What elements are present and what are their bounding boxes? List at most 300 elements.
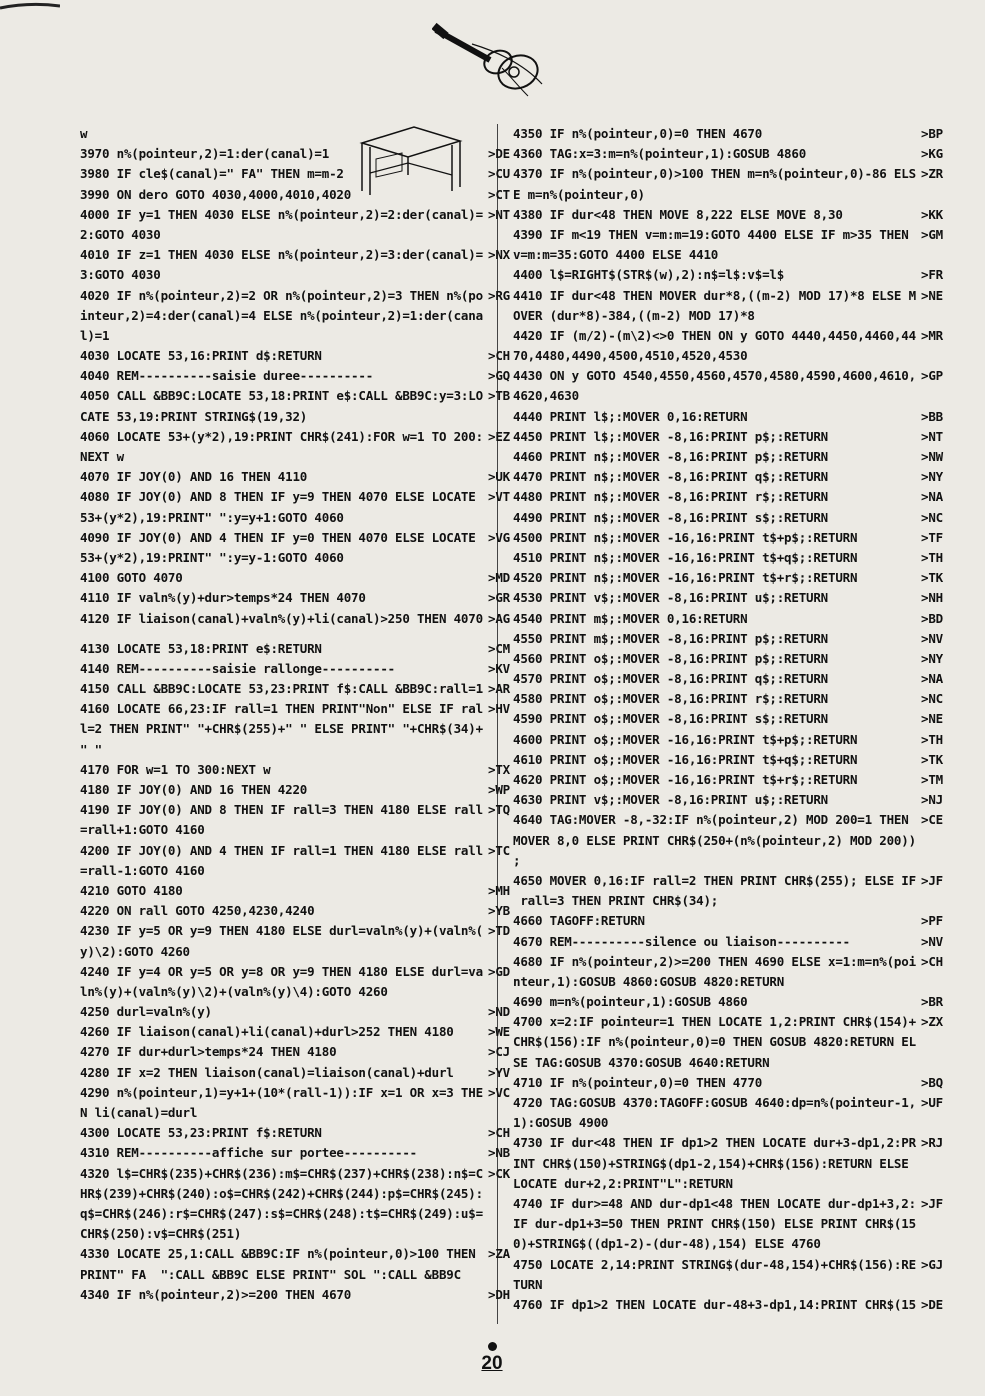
code-text: ln%(y)+(valn%(y)\2)+(valn%(y)\4):GOTO 4260 bbox=[80, 983, 388, 999]
code-line bbox=[80, 982, 532, 1002]
code-text: 4470 PRINT n$;:MOVER -8,16:PRINT q$;:RETURN bbox=[513, 469, 829, 485]
code-text: 4440 PRINT l$;:MOVER 0,16:RETURN bbox=[513, 408, 748, 424]
checksum: >BQ bbox=[921, 1074, 943, 1090]
code-text: CHR$(250):v$=CHR$(251) bbox=[80, 1226, 242, 1242]
code-text: 4620 PRINT o$;:MOVER -16,16:PRINT t$+r$;:RETURN bbox=[513, 772, 858, 787]
code-text: 3990 ON dero GOTO 4030,4000,4010,4020 bbox=[80, 186, 352, 202]
code-line bbox=[80, 1204, 532, 1224]
code-line bbox=[513, 790, 965, 810]
code-text: 4700 x=2:IF pointeur=1 THEN LOCATE 1,2:PRINT CHR$(154)+ bbox=[513, 1014, 916, 1030]
code-line bbox=[80, 447, 532, 467]
checksum: >ZX bbox=[921, 1014, 943, 1030]
code-line bbox=[80, 205, 532, 225]
checksum: >NJ bbox=[921, 792, 943, 808]
code-line bbox=[513, 1012, 965, 1032]
checksum: >FR bbox=[921, 267, 943, 283]
code-text: 4210 GOTO 4180 bbox=[80, 882, 183, 898]
checksum: >TC bbox=[488, 842, 510, 858]
code-line bbox=[513, 871, 965, 891]
code-text: 4360 TAG:x=3:m=n%(pointeur,1):GOSUB 4860 bbox=[513, 146, 807, 162]
code-line bbox=[80, 407, 532, 427]
code-text: y)\2):GOTO 4260 bbox=[80, 943, 190, 959]
checksum: >NH bbox=[921, 590, 943, 606]
code-line bbox=[80, 1123, 532, 1143]
code-line bbox=[80, 1244, 532, 1264]
code-text: PRINT" FA ":CALL &BB9C ELSE PRINT" SOL ":CALL &BB9C bbox=[80, 1266, 461, 1282]
checksum: >NY bbox=[921, 650, 943, 666]
checksum: >TK bbox=[921, 570, 943, 586]
checksum: >UK bbox=[488, 469, 510, 485]
code-line bbox=[80, 861, 532, 881]
code-line bbox=[513, 225, 965, 245]
checksum: >AG bbox=[488, 610, 510, 626]
checksum: >NT bbox=[488, 206, 510, 222]
checksum: >PF bbox=[921, 913, 943, 929]
code-line bbox=[80, 1285, 532, 1305]
code-text: 4390 IF m<19 THEN v=m:m=19:GOTO 4400 ELSE IF m>35 THEN bbox=[513, 226, 909, 242]
checksum: >GR bbox=[488, 590, 510, 606]
code-text: 4610 PRINT o$;:MOVER -16,16:PRINT t$+q$;:RETURN bbox=[513, 751, 858, 767]
code-text: 4420 IF (m/2)-(m\2)<>0 THEN ON y GOTO 4440,4450,4460,44 bbox=[513, 327, 916, 343]
code-line bbox=[513, 952, 965, 972]
code-line bbox=[513, 447, 965, 467]
code-text: 4300 LOCATE 53,23:PRINT f$:RETURN bbox=[80, 1125, 322, 1141]
code-line bbox=[513, 1032, 965, 1052]
code-text: 4720 TAG:GOSUB 4370:TAGOFF:GOSUB 4640:dp=n%(pointeur-1, bbox=[513, 1095, 916, 1110]
code-text: 1):GOSUB 4900 bbox=[513, 1115, 609, 1131]
code-text: 4740 IF dur>=48 AND dur-dp1<48 THEN LOCATE dur-dp1+3,2: bbox=[513, 1195, 916, 1211]
code-line bbox=[80, 780, 532, 800]
checksum: >TM bbox=[921, 772, 943, 787]
checksum: >AR bbox=[488, 681, 510, 697]
checksum: >VC bbox=[488, 1084, 510, 1100]
checksum: >JF bbox=[921, 872, 943, 888]
code-text: 4170 FOR w=1 TO 300:NEXT w bbox=[80, 761, 271, 777]
code-line bbox=[513, 669, 965, 689]
checksum: >NE bbox=[921, 287, 943, 303]
code-text: CATE 53,19:PRINT STRING$(19,32) bbox=[80, 408, 308, 424]
checksum: >NE bbox=[921, 711, 943, 727]
code-line bbox=[513, 346, 965, 366]
checksum: >DE bbox=[488, 146, 510, 162]
code-line bbox=[513, 265, 965, 285]
checksum: >NC bbox=[921, 691, 943, 707]
checksum: >NV bbox=[921, 933, 943, 949]
code-text: 4530 PRINT v$;:MOVER -8,16:PRINT u$;:RETURN bbox=[513, 590, 829, 606]
code-line bbox=[513, 911, 965, 931]
checksum: >CE bbox=[921, 812, 943, 828]
code-text: v=m:m=35:GOTO 4400 ELSE 4410 bbox=[513, 247, 719, 263]
code-text: 4070 IF JOY(0) AND 16 THEN 4110 bbox=[80, 469, 308, 485]
checksum: >NX bbox=[488, 247, 510, 263]
checksum: >TH bbox=[921, 731, 943, 747]
code-line bbox=[80, 124, 532, 144]
checksum: >YB bbox=[488, 903, 510, 919]
code-text: 4110 IF valn%(y)+dur>temps*24 THEN 4070 bbox=[80, 590, 366, 606]
code-line bbox=[80, 1224, 532, 1244]
checksum: >TD bbox=[488, 923, 510, 939]
code-line bbox=[513, 386, 965, 406]
code-line bbox=[513, 487, 965, 507]
checksum: >DE bbox=[921, 1296, 943, 1312]
checksum: >CJ bbox=[488, 1044, 510, 1060]
code-line bbox=[80, 760, 532, 780]
code-text: =rall+1:GOTO 4160 bbox=[80, 822, 205, 838]
code-text: rall=3 THEN PRINT CHR$(34); bbox=[513, 893, 719, 909]
code-text: inteur,2)=4:der(canal)=4 ELSE n%(pointeur,2)=1:der(cana bbox=[80, 307, 483, 323]
code-line bbox=[513, 709, 965, 729]
code-line bbox=[80, 487, 532, 507]
checksum: >JF bbox=[921, 1195, 943, 1211]
code-text: 4730 IF dur<48 THEN IF dp1>2 THEN LOCATE dur+3-dp1,2:PR bbox=[513, 1135, 916, 1151]
checksum: >UF bbox=[921, 1095, 943, 1110]
checksum: >TB bbox=[488, 388, 510, 404]
checksum: >RJ bbox=[921, 1135, 943, 1151]
code-text: 3980 IF cle$(canal)=" FA" THEN m=m-2 bbox=[80, 166, 344, 182]
checksum: >ZR bbox=[921, 166, 943, 182]
code-text: 4230 IF y=5 OR y=9 THEN 4180 ELSE durl=valn%(y)+(valn%( bbox=[80, 923, 483, 939]
code-line bbox=[513, 588, 965, 608]
code-text: 4580 PRINT o$;:MOVER -8,16:PRINT r$;:RETURN bbox=[513, 691, 829, 707]
checksum: >WP bbox=[488, 782, 510, 797]
code-text: 4080 IF JOY(0) AND 8 THEN IF y=9 THEN 4070 ELSE LOCATE bbox=[80, 489, 476, 505]
checksum: >TH bbox=[921, 549, 943, 565]
code-line bbox=[513, 730, 965, 750]
code-line bbox=[513, 326, 965, 346]
code-text: 4040 REM----------saisie duree---------- bbox=[80, 368, 374, 384]
code-text: 4570 PRINT o$;:MOVER -8,16:PRINT q$;:RETURN bbox=[513, 671, 829, 687]
code-line bbox=[80, 639, 532, 659]
code-text: 4010 IF z=1 THEN 4030 ELSE n%(pointeur,2)=3:der(canal)= bbox=[80, 247, 483, 263]
code-line bbox=[513, 1295, 965, 1315]
checksum: >VG bbox=[488, 529, 510, 545]
checksum: >NV bbox=[921, 630, 943, 646]
checksum: >CK bbox=[488, 1165, 510, 1181]
code-line bbox=[513, 1093, 965, 1113]
code-line bbox=[513, 609, 965, 629]
code-line bbox=[513, 568, 965, 588]
code-line bbox=[513, 932, 965, 952]
checksum: >NY bbox=[921, 469, 943, 485]
code-line bbox=[80, 144, 532, 164]
code-text: 4160 LOCATE 66,23:IF rall=1 THEN PRINT"Non" ELSE IF ral bbox=[80, 701, 483, 717]
code-text: E m=n%(pointeur,0) bbox=[513, 186, 645, 202]
code-text: INT CHR$(150)+STRING$(dp1-2,154)+CHR$(156):RETURN ELSE bbox=[513, 1155, 909, 1171]
code-line bbox=[80, 286, 532, 306]
code-line bbox=[80, 820, 532, 840]
code-text: 4050 CALL &BB9C:LOCATE 53,18:PRINT e$:CALL &BB9C:y=3:LO bbox=[80, 388, 483, 404]
code-line bbox=[80, 386, 532, 406]
code-line bbox=[513, 972, 965, 992]
code-line bbox=[80, 427, 532, 447]
checksum: >GM bbox=[921, 226, 943, 242]
code-text: NEXT w bbox=[80, 449, 124, 464]
checksum: >NB bbox=[488, 1145, 510, 1161]
code-text: 4680 IF n%(pointeur,2)>=200 THEN 4690 ELSE x=1:m=n%(poi bbox=[513, 953, 916, 969]
code-line bbox=[513, 144, 965, 164]
code-text: 4180 IF JOY(0) AND 16 THEN 4220 bbox=[80, 782, 308, 797]
code-line bbox=[513, 992, 965, 1012]
checksum: >EZ bbox=[488, 428, 510, 444]
code-text: 4410 IF dur<48 THEN MOVER dur*8,((m-2) MOD 17)*8 ELSE M bbox=[513, 287, 916, 303]
code-line bbox=[80, 609, 532, 629]
code-line bbox=[80, 699, 532, 719]
checksum: >GJ bbox=[921, 1256, 943, 1272]
code-text: 4030 LOCATE 53,16:PRINT d$:RETURN bbox=[80, 348, 322, 364]
code-text: 4250 durl=valn%(y) bbox=[80, 1004, 212, 1020]
code-line bbox=[513, 1053, 965, 1073]
code-text: 3970 n%(pointeur,2)=1:der(canal)=1 bbox=[80, 146, 330, 162]
code-line bbox=[513, 124, 965, 144]
code-line bbox=[513, 548, 965, 568]
code-text: 4220 ON rall GOTO 4250,4230,4240 bbox=[80, 903, 315, 919]
checksum: >DH bbox=[488, 1286, 510, 1302]
code-text: 4650 MOVER 0,16:IF rall=2 THEN PRINT CHR$(255); ELSE IF bbox=[513, 872, 916, 888]
code-line bbox=[513, 1275, 965, 1295]
checksum: >MH bbox=[488, 882, 510, 898]
code-text: 4520 PRINT n$;:MOVER -16,16:PRINT t$+r$;:RETURN bbox=[513, 570, 858, 586]
code-line bbox=[80, 245, 532, 265]
checksum: >NW bbox=[921, 449, 943, 464]
page-footer bbox=[470, 1342, 514, 1375]
code-text: 4500 PRINT n$;:MOVER -16,16:PRINT t$+p$;:RETURN bbox=[513, 529, 858, 545]
code-line bbox=[80, 841, 532, 861]
code-line bbox=[80, 1143, 532, 1163]
code-text: 4750 LOCATE 2,14:PRINT STRING$(dur-48,154)+CHR$(156):RE bbox=[513, 1256, 916, 1272]
code-line bbox=[80, 901, 532, 921]
code-line bbox=[80, 366, 532, 386]
code-line bbox=[80, 800, 532, 820]
code-text: 4240 IF y=4 OR y=5 OR y=8 OR y=9 THEN 4180 ELSE durl=va bbox=[80, 963, 483, 979]
code-text: 4130 LOCATE 53,18:PRINT e$:RETURN bbox=[80, 640, 322, 656]
code-line bbox=[80, 185, 532, 205]
code-text: 4260 IF liaison(canal)+li(canal)+durl>252 THEN 4180 bbox=[80, 1024, 454, 1040]
code-line bbox=[513, 407, 965, 427]
code-text: 4490 PRINT n$;:MOVER -8,16:PRINT s$;:RETURN bbox=[513, 509, 829, 525]
checksum: >CH bbox=[921, 953, 943, 969]
code-line bbox=[80, 326, 532, 346]
code-text: 4690 m=n%(pointeur,1):GOSUB 4860 bbox=[513, 994, 748, 1010]
checksum: >RG bbox=[488, 287, 510, 303]
code-text: 4710 IF n%(pointeur,0)=0 THEN 4770 bbox=[513, 1074, 763, 1090]
checksum: >CH bbox=[488, 348, 510, 364]
code-text: 4020 IF n%(pointeur,2)=2 OR n%(pointeur,2)=3 THEN n%(po bbox=[80, 287, 483, 303]
code-text: nteur,1):GOSUB 4860:GOSUB 4820:RETURN bbox=[513, 973, 785, 989]
code-line bbox=[80, 740, 532, 760]
code-text: N li(canal)=durl bbox=[80, 1105, 198, 1120]
code-text: 4760 IF dp1>2 THEN LOCATE dur-48+3-dp1,14:PRINT CHR$(15 bbox=[513, 1296, 916, 1312]
code-line bbox=[80, 629, 532, 639]
code-text: 4540 PRINT m$;:MOVER 0,16:RETURN bbox=[513, 610, 748, 626]
code-line bbox=[513, 750, 965, 770]
code-text: 4620,4630 bbox=[513, 388, 579, 404]
code-text: SE TAG:GOSUB 4370:GOSUB 4640:RETURN bbox=[513, 1054, 770, 1070]
code-text: OVER (dur*8)-384,((m-2) MOD 17)*8 bbox=[513, 307, 755, 323]
code-text: 4450 PRINT l$;:MOVER -8,16:PRINT p$;:RETURN bbox=[513, 428, 829, 444]
code-text: HR$(239)+CHR$(240):o$=CHR$(242)+CHR$(244):p$=CHR$(245): bbox=[80, 1185, 483, 1201]
code-line bbox=[80, 346, 532, 366]
code-text: q$=CHR$(246):r$=CHR$(247):s$=CHR$(248):t$=CHR$(249):u$= bbox=[80, 1205, 483, 1221]
checksum: >KK bbox=[921, 206, 943, 222]
code-line bbox=[80, 1063, 532, 1083]
code-text: =rall-1:GOTO 4160 bbox=[80, 862, 205, 878]
code-line bbox=[513, 1255, 965, 1275]
code-text: CHR$(156):IF n%(pointeur,0)=0 THEN GOSUB 4820:RETURN EL bbox=[513, 1034, 916, 1050]
code-text: 4460 PRINT n$;:MOVER -8,16:PRINT p$;:RETURN bbox=[513, 449, 829, 464]
code-text: 4350 IF n%(pointeur,0)=0 THEN 4670 bbox=[513, 126, 763, 141]
code-text: IF dur-dp1+3=50 THEN PRINT CHR$(150) ELSE PRINT CHR$(15 bbox=[513, 1216, 916, 1232]
checksum: >HV bbox=[488, 701, 510, 717]
code-line bbox=[80, 1083, 532, 1103]
code-text: 4400 l$=RIGHT$(STR$(w),2):n$=l$:v$=l$ bbox=[513, 267, 785, 283]
code-line bbox=[80, 1184, 532, 1204]
code-text: 4330 LOCATE 25,1:CALL &BB9C:IF n%(pointeur,0)>100 THEN bbox=[80, 1246, 476, 1262]
checksum: >CT bbox=[488, 186, 510, 202]
code-text: 4550 PRINT m$;:MOVER -8,16:PRINT p$;:RETURN bbox=[513, 630, 829, 646]
code-text: 4380 IF dur<48 THEN MOVE 8,222 ELSE MOVE 8,30 bbox=[513, 206, 843, 222]
code-line bbox=[513, 891, 965, 911]
code-text: 4190 IF JOY(0) AND 8 THEN IF rall=3 THEN 4180 ELSE rall bbox=[80, 802, 483, 818]
code-line bbox=[80, 528, 532, 548]
checksum: >BP bbox=[921, 126, 943, 141]
checksum: >MR bbox=[921, 327, 943, 343]
checksum: >KV bbox=[488, 660, 510, 676]
code-text: 4430 ON y GOTO 4540,4550,4560,4570,4580,4590,4600,4610, bbox=[513, 368, 916, 384]
code-line bbox=[80, 679, 532, 699]
code-line bbox=[513, 366, 965, 386]
code-text: TURN bbox=[513, 1276, 543, 1292]
code-text: 70,4480,4490,4500,4510,4520,4530 bbox=[513, 348, 748, 364]
code-line bbox=[80, 306, 532, 326]
code-line bbox=[80, 881, 532, 901]
page-bullet bbox=[488, 1342, 497, 1351]
code-line bbox=[80, 962, 532, 982]
code-text: 4600 PRINT o$;:MOVER -16,16:PRINT t$+p$;:RETURN bbox=[513, 731, 858, 747]
code-text: l)=1 bbox=[80, 327, 110, 343]
checksum: >ZA bbox=[488, 1246, 510, 1262]
code-line bbox=[513, 1194, 965, 1214]
code-text: 4480 PRINT n$;:MOVER -8,16:PRINT r$;:RETURN bbox=[513, 489, 829, 505]
checksum: >BD bbox=[921, 610, 943, 626]
code-line bbox=[513, 770, 965, 790]
code-line bbox=[513, 1154, 965, 1174]
code-text: 4640 TAG:MOVER -8,-32:IF n%(pointeur,2) MOD 200=1 THEN bbox=[513, 812, 909, 828]
code-text: 4200 IF JOY(0) AND 4 THEN IF rall=1 THEN 4180 ELSE rall bbox=[80, 842, 483, 858]
code-text: 4370 IF n%(pointeur,0)>100 THEN m=n%(pointeur,0)-86 ELS bbox=[513, 166, 916, 182]
code-line bbox=[80, 1022, 532, 1042]
code-line bbox=[80, 467, 532, 487]
checksum: >YV bbox=[488, 1064, 510, 1080]
code-line bbox=[513, 205, 965, 225]
checksum: >MD bbox=[488, 570, 510, 586]
code-line bbox=[80, 1042, 532, 1062]
code-line bbox=[513, 851, 965, 871]
code-text: 0)+STRING$((dp1-2)-(dur-48),154) ELSE 4760 bbox=[513, 1236, 821, 1252]
listing-right-column bbox=[513, 124, 965, 1315]
code-line bbox=[513, 508, 965, 528]
checksum: >ND bbox=[488, 1004, 510, 1020]
checksum: >CH bbox=[488, 1125, 510, 1141]
code-text: ; bbox=[513, 852, 521, 868]
checksum: >WE bbox=[488, 1024, 510, 1040]
code-line bbox=[513, 649, 965, 669]
checksum: >NC bbox=[921, 509, 943, 525]
guitar-illustration bbox=[432, 22, 550, 100]
code-text: 4270 IF dur+durl>temps*24 THEN 4180 bbox=[80, 1044, 337, 1060]
checksum: >GQ bbox=[488, 368, 510, 384]
code-line bbox=[80, 1265, 532, 1285]
checksum: >CM bbox=[488, 640, 510, 656]
checksum: >TF bbox=[921, 529, 943, 545]
checksum: >GP bbox=[921, 368, 943, 384]
code-line bbox=[80, 548, 532, 568]
checksum: >NA bbox=[921, 489, 943, 505]
checksum: >CU bbox=[488, 166, 510, 182]
code-text: MOVER 8,0 ELSE PRINT CHR$(250+(n%(pointeur,2) MOD 200)) bbox=[513, 832, 916, 848]
code-line bbox=[513, 245, 965, 265]
checksum: >BR bbox=[921, 994, 943, 1010]
code-text: 4090 IF JOY(0) AND 4 THEN IF y=0 THEN 4070 ELSE LOCATE bbox=[80, 529, 476, 545]
code-line bbox=[513, 1113, 965, 1133]
code-line bbox=[513, 1073, 965, 1093]
checksum: >NT bbox=[921, 428, 943, 444]
code-line bbox=[80, 1002, 532, 1022]
code-text: " " bbox=[80, 741, 102, 757]
code-line bbox=[80, 1103, 532, 1123]
checksum: >BB bbox=[921, 408, 943, 424]
corner-scan-mark bbox=[0, 0, 60, 14]
code-text: 3:GOTO 4030 bbox=[80, 267, 161, 283]
code-text: 53+(y*2),19:PRINT" ":y=y+1:GOTO 4060 bbox=[80, 509, 344, 525]
code-text: l=2 THEN PRINT" "+CHR$(255)+" " ELSE PRINT" "+CHR$(34)+ bbox=[80, 721, 483, 737]
code-text: 4140 REM----------saisie rallonge---------- bbox=[80, 660, 396, 676]
code-line bbox=[80, 164, 532, 184]
code-text: 4000 IF y=1 THEN 4030 ELSE n%(pointeur,2)=2:der(canal)= bbox=[80, 206, 483, 222]
checksum: >NA bbox=[921, 671, 943, 687]
code-line bbox=[513, 831, 965, 851]
code-text: 4320 l$=CHR$(235)+CHR$(236):m$=CHR$(237)+CHR$(238):n$=C bbox=[80, 1165, 483, 1181]
code-text: 4560 PRINT o$;:MOVER -8,16:PRINT p$;:RETURN bbox=[513, 650, 829, 666]
code-line bbox=[513, 689, 965, 709]
code-text: 53+(y*2),19:PRINT" ":y=y-1:GOTO 4060 bbox=[80, 549, 344, 565]
checksum: >TK bbox=[921, 751, 943, 767]
code-text: 4100 GOTO 4070 bbox=[80, 570, 183, 586]
code-text: 4340 IF n%(pointeur,2)>=200 THEN 4670 bbox=[80, 1286, 352, 1302]
checksum: >KG bbox=[921, 146, 943, 162]
code-text: 4120 IF liaison(canal)+valn%(y)+li(canal)>250 THEN 4070 bbox=[80, 610, 483, 626]
code-line bbox=[513, 1133, 965, 1153]
code-line bbox=[80, 942, 532, 962]
code-text: 4280 IF x=2 THEN liaison(canal)=liaison(canal)+durl bbox=[80, 1064, 454, 1080]
code-text: 4150 CALL &BB9C:LOCATE 53,23:PRINT f$:CALL &BB9C:rall=1 bbox=[80, 681, 483, 697]
code-line bbox=[513, 286, 965, 306]
code-line bbox=[513, 810, 965, 830]
code-line bbox=[80, 659, 532, 679]
code-line bbox=[513, 185, 965, 205]
code-text: 4670 REM----------silence ou liaison---------- bbox=[513, 933, 850, 949]
code-text: LOCATE dur+2,2:PRINT"L":RETURN bbox=[513, 1175, 733, 1191]
code-line bbox=[513, 1214, 965, 1234]
code-line bbox=[513, 467, 965, 487]
checksum: >VT bbox=[488, 489, 510, 505]
code-line bbox=[80, 265, 532, 285]
page-number: 20 bbox=[481, 1353, 503, 1374]
code-line bbox=[80, 508, 532, 528]
code-text: 4290 n%(pointeur,1)=y+1+(10*(rall-1)):IF x=1 OR x=3 THE bbox=[80, 1084, 483, 1100]
code-text: w bbox=[80, 126, 88, 141]
checksum: >GD bbox=[488, 963, 510, 979]
code-text: 4510 PRINT n$;:MOVER -16,16:PRINT t$+q$;:RETURN bbox=[513, 549, 858, 565]
